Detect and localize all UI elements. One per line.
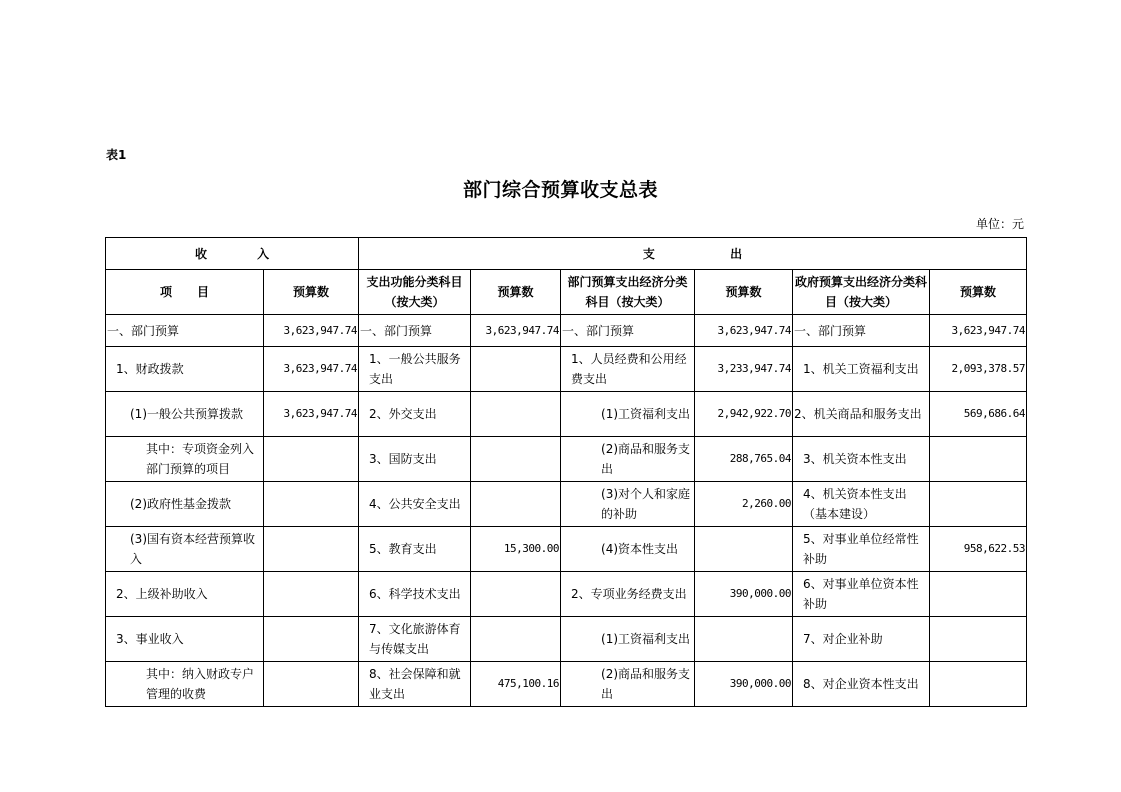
func-item: 1、一般公共服务支出 [359, 347, 471, 392]
income-amount [264, 527, 359, 572]
income-amount [264, 617, 359, 662]
income-amount: 3,623,947.74 [264, 315, 359, 347]
table-row [106, 662, 1027, 707]
table-row [106, 617, 1027, 662]
col-header-func-class: 支出功能分类科目（按大类） [359, 270, 471, 315]
func-item: 6、科学技术支出 [359, 572, 471, 617]
col-header-gov-econ: 政府预算支出经济分类科目（按大类） [793, 270, 930, 315]
gov-econ-item: 4、机关资本性支出（基本建设） [793, 482, 930, 527]
dept-econ-item: 1、人员经费和公用经费支出 [561, 347, 695, 392]
section-header-row [106, 238, 1027, 270]
gov-econ-amount [930, 617, 1027, 662]
func-amount: 3,623,947.74 [471, 315, 561, 347]
func-item: 2、外交支出 [359, 392, 471, 437]
income-section-header: 收 入 [106, 238, 359, 270]
income-amount [264, 482, 359, 527]
income-amount [264, 662, 359, 707]
table-number: 表1 [106, 148, 127, 162]
func-amount: 15,300.00 [471, 527, 561, 572]
dept-econ-amount [695, 527, 793, 572]
func-amount [471, 617, 561, 662]
dept-econ-amount: 390,000.00 [695, 662, 793, 707]
income-item: 其中：纳入财政专户管理的收费 [106, 662, 264, 707]
gov-econ-amount [930, 482, 1027, 527]
col-header-dept-econ: 部门预算支出经济分类科目（按大类） [561, 270, 695, 315]
gov-econ-amount [930, 662, 1027, 707]
func-amount [471, 482, 561, 527]
func-item: 一、部门预算 [359, 315, 471, 347]
table-row [106, 527, 1027, 572]
gov-econ-item: 3、机关资本性支出 [793, 437, 930, 482]
func-item: 5、教育支出 [359, 527, 471, 572]
col-header-amount-income: 预算数 [264, 270, 359, 315]
dept-econ-amount: 2,942,922.70 [695, 392, 793, 437]
income-item: (1)一般公共预算拨款 [106, 392, 264, 437]
dept-econ-amount: 288,765.04 [695, 437, 793, 482]
func-amount: 475,100.16 [471, 662, 561, 707]
table-row [106, 347, 1027, 392]
gov-econ-item: 一、部门预算 [793, 315, 930, 347]
income-amount: 3,623,947.74 [264, 347, 359, 392]
table-row [106, 315, 1027, 347]
income-item: 2、上级补助收入 [106, 572, 264, 617]
gov-econ-item: 8、对企业资本性支出 [793, 662, 930, 707]
income-item: 一、部门预算 [106, 315, 264, 347]
expense-section-header: 支 出 [359, 238, 1027, 270]
func-item: 4、公共安全支出 [359, 482, 471, 527]
func-item: 3、国防支出 [359, 437, 471, 482]
dept-econ-item: (4)资本性支出 [561, 527, 695, 572]
func-item: 7、文化旅游体育与传媒支出 [359, 617, 471, 662]
table-row [106, 437, 1027, 482]
page-title: 部门综合预算收支总表 [462, 179, 658, 201]
gov-econ-item: 6、对事业单位资本性补助 [793, 572, 930, 617]
dept-econ-item: 2、专项业务经费支出 [561, 572, 695, 617]
dept-econ-item: (1)工资福利支出 [561, 617, 695, 662]
gov-econ-amount [930, 572, 1027, 617]
col-header-item: 项 目 [106, 270, 264, 315]
income-item: 1、财政拨款 [106, 347, 264, 392]
gov-econ-item: 1、机关工资福利支出 [793, 347, 930, 392]
income-amount [264, 437, 359, 482]
col-header-amount-dept: 预算数 [695, 270, 793, 315]
income-item: (3)国有资本经营预算收入 [106, 527, 264, 572]
gov-econ-amount: 958,622.53 [930, 527, 1027, 572]
dept-econ-item: (1)工资福利支出 [561, 392, 695, 437]
gov-econ-amount: 2,093,378.57 [930, 347, 1027, 392]
col-header-amount-gov: 预算数 [930, 270, 1027, 315]
unit-label: 单位：元 [975, 217, 1024, 231]
gov-econ-amount: 569,686.64 [930, 392, 1027, 437]
dept-econ-amount: 2,260.00 [695, 482, 793, 527]
dept-econ-item: (2)商品和服务支出 [561, 437, 695, 482]
income-amount [264, 572, 359, 617]
gov-econ-item: 7、对企业补助 [793, 617, 930, 662]
dept-econ-amount: 3,233,947.74 [695, 347, 793, 392]
income-item: 3、事业收入 [106, 617, 264, 662]
income-item: 其中：专项资金列入部门预算的项目 [106, 437, 264, 482]
func-amount [471, 392, 561, 437]
dept-econ-item: (3)对个人和家庭的补助 [561, 482, 695, 527]
dept-econ-amount: 390,000.00 [695, 572, 793, 617]
column-header-row [106, 270, 1027, 315]
gov-econ-amount [930, 437, 1027, 482]
func-amount [471, 437, 561, 482]
table-row [106, 482, 1027, 527]
dept-econ-amount: 3,623,947.74 [695, 315, 793, 347]
func-amount [471, 572, 561, 617]
gov-econ-item: 2、机关商品和服务支出 [793, 392, 930, 437]
col-header-amount-func: 预算数 [471, 270, 561, 315]
dept-econ-item: (2)商品和服务支出 [561, 662, 695, 707]
func-item: 8、社会保障和就业支出 [359, 662, 471, 707]
table-row [106, 572, 1027, 617]
dept-econ-amount [695, 617, 793, 662]
income-item: (2)政府性基金拨款 [106, 482, 264, 527]
gov-econ-item: 5、对事业单位经常性补助 [793, 527, 930, 572]
budget-summary-table [105, 237, 1027, 707]
table-row [106, 392, 1027, 437]
income-amount: 3,623,947.74 [264, 392, 359, 437]
func-amount [471, 347, 561, 392]
gov-econ-amount: 3,623,947.74 [930, 315, 1027, 347]
dept-econ-item: 一、部门预算 [561, 315, 695, 347]
